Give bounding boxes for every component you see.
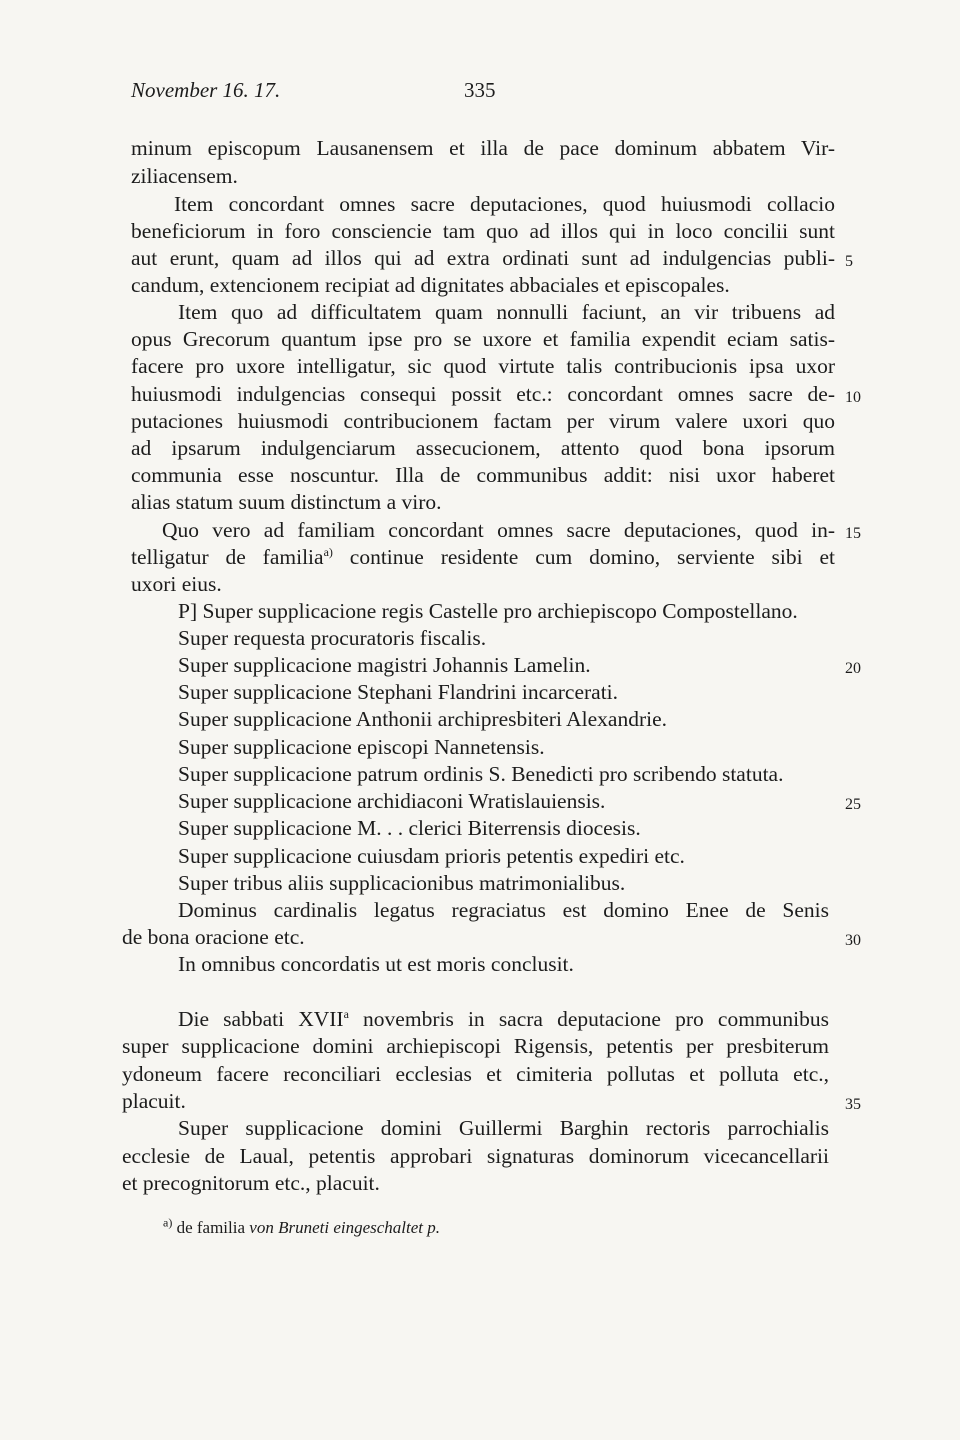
text-line: ecclesie de Laual, petentis approbari signaturas dominorum vicecancellarii [122, 1144, 829, 1168]
agenda-item: Super supplicacione patrum ordinis S. Benedicti pro scribendo statuta. [178, 762, 784, 786]
agenda-item: Super tribus aliis supplicacionibus matrimonialibus. [178, 871, 626, 895]
text-line: facere pro uxore intelligatur, sic quod virtute talis contribucionis ipsa uxor [131, 354, 835, 378]
text-segment: telligatur de familia [131, 545, 324, 569]
footnote-italic-text: von Bruneti eingeschaltet p. [249, 1218, 441, 1237]
margin-line-number: 20 [845, 660, 861, 677]
text-line: Quo vero ad familiam concordant omnes sacre deputaciones, quod in- [162, 518, 835, 542]
text-line: Item quo ad difficultatem quam nonnulli faciunt, an vir tribuens ad [178, 300, 835, 324]
text-line: Item concordant omnes sacre deputaciones, quod huiusmodi collacio [174, 192, 835, 216]
margin-line-number: 5 [845, 253, 853, 270]
footnote-text: de familia [172, 1218, 250, 1237]
agenda-item: Super requesta procuratoris fiscalis. [178, 626, 487, 650]
agenda-item: Super supplicacione episcopi Nannetensis. [178, 735, 545, 759]
text-line: communia esse noscuntur. Illa de communibus addit: nisi uxor haberet [131, 463, 835, 487]
text-line: candum, extencionem recipiat ad dignitates abbaciales et episcopales. [131, 273, 730, 297]
text-segment: continue residente cum domino, serviente sibi et [332, 545, 836, 569]
text-line: ad ipsarum indulgenciarum assecucionem, attento quod bona ipsorum [131, 436, 835, 460]
text-line: alias statum suum distinctum a viro. [131, 490, 442, 514]
agenda-item: Super supplicacione magistri Johannis Lamelin. [178, 653, 591, 677]
text-line: opus Grecorum quantum ipse pro se uxore et familia expendit eciam satis- [131, 327, 835, 351]
margin-line-number: 10 [845, 389, 861, 406]
text-line: Dominus cardinalis legatus regraciatus est domino Enee de Senis [178, 898, 829, 922]
agenda-item: Super supplicacione Stephani Flandrini incarcerati. [178, 680, 619, 704]
agenda-item: Super supplicacione M. . . clerici Biterrensis diocesis. [178, 816, 641, 840]
agenda-item: Super supplicacione archidiaconi Wratislauiensis. [178, 789, 606, 813]
text-line [131, 543, 835, 571]
text-line: putaciones huiusmodi contribucionem factam per virum valere uxori quo [131, 409, 835, 433]
agenda-item: P] Super supplicacione regis Castelle pro archiepiscopo Compostellano. [178, 599, 798, 623]
text-line: placuit. [122, 1089, 186, 1113]
text-line: super supplicacione domini archiepiscopi Rigensis, petentis per presbiterum [122, 1034, 829, 1058]
text-line: de bona oracione etc. [122, 925, 305, 949]
text-line: et precognitorum etc., placuit. [122, 1171, 380, 1195]
text-line: In omnibus concordatis ut est moris conclusit. [178, 952, 574, 976]
text-line: uxori eius. [131, 572, 222, 596]
text-line: ydoneum facere reconciliari ecclesias et cimiteria pollutas et polluta etc., [122, 1062, 829, 1086]
footnote-ref: a) [323, 544, 333, 559]
footnote [163, 1215, 441, 1238]
margin-line-number: 30 [845, 932, 861, 949]
margin-line-number: 25 [845, 796, 861, 813]
text-line: aut erunt, quam ad illos qui ad extra ordinati sunt ad indulgencias publi- [131, 246, 835, 270]
agenda-item: Super supplicacione cuiusdam prioris petentis expediri etc. [178, 844, 685, 868]
text-segment: Die sabbati XVII [178, 1007, 344, 1031]
agenda-item: Super supplicacione Anthonii archipresbiteri Alexandrie. [178, 707, 667, 731]
text-segment: novembris in sacra deputacione pro communibus [348, 1007, 829, 1031]
superscript: a [343, 1006, 349, 1021]
page-number: 335 [464, 78, 496, 102]
margin-line-number: 15 [845, 525, 861, 542]
text-line [178, 1005, 829, 1033]
text-line: ziliacensem. [131, 164, 238, 188]
running-title: November 16. 17. [131, 78, 281, 102]
text-line: minum episcopum Lausanensem et illa de pace dominum abbatem Vir- [131, 136, 835, 160]
text-line: huiusmodi indulgencias consequi possit etc.: concordant omnes sacre de- [131, 382, 835, 406]
text-line: beneficiorum in foro consciencie tam quo ad illos qui in loco concilii sunt [131, 219, 835, 243]
text-line: Super supplicacione domini Guillermi Barghin rectoris parrochialis [178, 1116, 829, 1140]
margin-line-number: 35 [845, 1096, 861, 1113]
footnote-marker: a) [163, 1215, 173, 1230]
